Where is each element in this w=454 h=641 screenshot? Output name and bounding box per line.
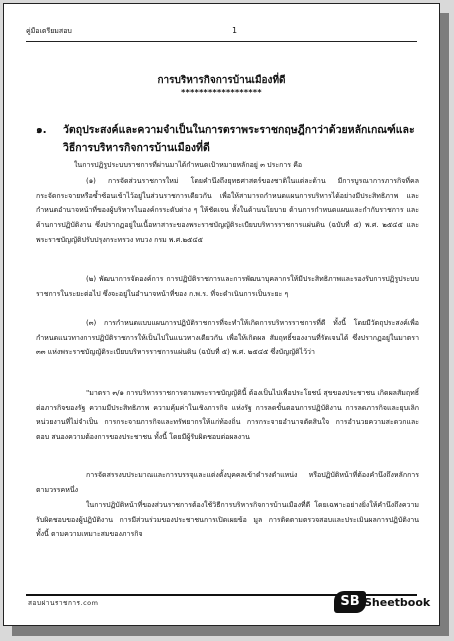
closing-paragraph: ในการปฏิบัติหน้าที่ของส่วนราชการต้องใช้วิธีการบริหารกิจการบ้านเมืองที่ดี โดยเฉพาะอย่างยิ่งให้คำนึงถึงความรับผิดชอบของผู้ปฏิบัติงาน การมีส่วนร่วมของประชาชนการเปิดเผยข้อ มูล การติดตามตรวจสอบและประเมินผลการปฏิบัติงาน ทั้งนี้ ตามความเหมาะสมของภารกิจ [36,501,419,539]
quote-continuation: การจัดสรรงบประมาณและการบรรจุและแต่งตั้งบุคคลเข้าดำรงตำแหน่ง หรือปฏิบัติหน้าที่ต้องคำนึงถึงหลักการตามวรรคหนึ่ง [36,471,419,494]
quote-paragraph: "มาตรา ๓/๑ การบริหารราชการตามพระราชบัญญัตินี้ ต้องเป็นไปเพื่อประโยชน์ สุขของประชาชน เกิดผลสัมฤทธิ์ต่อภารกิจของรัฐ ความมีประสิทธิภาพ ความคุ้มค่าในเชิงภารกิจ แห่งรัฐ การลดขั้นตอนการปฏิบัติงาน การลดภารกิจและยุบเลิกหน่วยงานที่ไม่จำเป็น การกระจายภารกิจและทรัพยากรให้แก่ท้องถิ่น การกระจายอำนาจตัดสินใจ การอำนวยความสะดวกและตอบ สนองความต้องการของประชาชน ทั้งนี้ โดยมีผู้รับผิดชอบต่อผลงาน [36,389,419,442]
list-item: (๒) พัฒนาการจัดองค์การ การปฏิบัติราชการและการพัฒนาบุคลากรให้มีประสิทธิภาพและรองรับการปฏิรูประบบราชการในระยะต่อไป ซึ่งจะอยู่ในอำนาจหน้าที่ของ ก.พ.ร. ที่จะดำเนินการเป็นระยะ ๆ [36,275,419,298]
footer-site: สอบผ่านราชการ.com [28,599,99,607]
title-divider: ****************** [181,88,262,97]
logo-mark: SB [334,591,366,613]
section-number: ๑. [36,124,47,136]
list-item: (๑) การจัดส่วนราชการใหม่ โดยคำนึงถึงยุทธศาสตร์ของชาติในแต่ละด้าน มีการบูรณาการภารกิจที่คลกระจัดกระจายหรือซ้ำซ้อนเข้าไว้อยู่ในส่วนราชการเดียวกัน เพื่อให้สามารถกำหนดแผนการบริหารได้อย่างมีประสิทธิภาพ และกำหนดอำนาจหน้าที่ของผู้บริหารในองค์กรระดับต่าง ๆ ให้ชัดเจน ทั้งในด้านนโยบาย ด้านการกำหนดแผนและกำกับราชการ และด้านการปฏิบัติงาน ซึ่งปรากฏอยู่ในเนื้อหาสาระของพระราชบัญญัติระเบียบบริหารราชการแผ่นดิน (ฉบับที่ ๕) พ.ศ. ๒๕๔๕ และพระราชบัญญัติปรับปรุงกระทรวง ทบวง กรม พ.ศ.๒๕๔๕ [36,177,419,244]
logo-wordmark: Sheetbook [364,596,431,609]
header-title: คู่มือเตรียมสอบ [26,27,72,35]
sheetbook-logo [334,591,431,613]
page-number: 1 [232,26,238,35]
lead-paragraph: ในการปฏิรูประบบราชการที่ผ่านมาได้กำหนดเป้าหมายหลักอยู่ ๓ ประการ คือ [74,161,303,169]
list-item: (๓) การกำหนดแบบแผนการปฏิบัติราชการที่จะทำให้เกิดการบริหารราชการที่ดี ทั้งนี้ โดยมีวัตถุประสงค์เพื่อกำหนดแนวทางการปฏิบัติราชการให้เป็นไปในแนวทางเดียวกัน เพื่อให้เกิดผล สัมฤทธิ์ของงานที่รัดเจนได้ ซึ่งปรากฏอยู่ในมาตรา ๓๓ แห่งพระราชบัญญัติระเบียบบริหารราชการแผ่นดิน (ฉบับที่ ๕) พ.ศ. ๒๕๔๕ ซึ่งบัญญัติไว้ว่า [36,319,419,357]
document-title: การบริหารกิจการบ้านเมืองที่ดี [157,75,286,86]
page-header [26,26,417,38]
header-rule [26,41,417,42]
document-page [3,3,440,626]
section-heading-text: วัตถุประสงค์และความจำเป็นในการตราพระราชกฤษฎีกาว่าด้วยหลักเกณฑ์และวิธีการบริหารกิจการบ้านเมืองที่ดี [63,124,415,154]
